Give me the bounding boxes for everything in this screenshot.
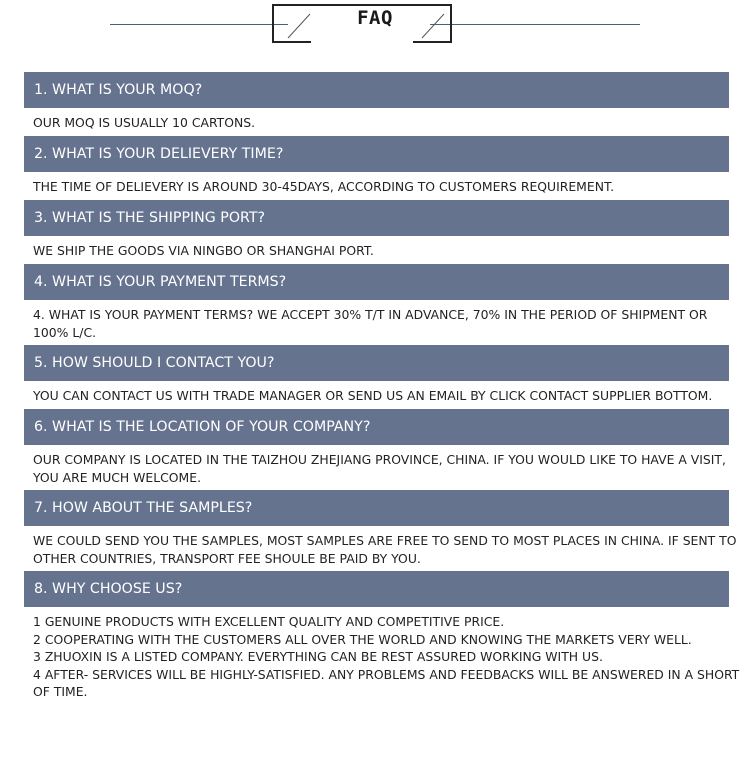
faq-answer-line: 4. WHAT IS YOUR PAYMENT TERMS? WE ACCEPT 30% T/T IN ADVANCE, 70% IN THE PERIOD OF SHIPMENT OR (33, 307, 708, 322)
faq-answer (24, 300, 729, 341)
faq-question: 1. WHAT IS YOUR MOQ? (24, 72, 729, 108)
faq-answer-line: 1 GENUINE PRODUCTS WITH EXCELLENT QUALITY AND COMPETITIVE PRICE. (33, 614, 505, 629)
faq-item (24, 200, 729, 260)
faq-answer (24, 607, 740, 701)
faq-item (24, 571, 740, 701)
faq-answer-line: 2 COOPERATING WITH THE CUSTOMERS ALL OVER THE WORLD AND KNOWING THE MARKETS VERY WELL. (33, 631, 692, 647)
faq-answer (24, 381, 729, 405)
faq-answer (24, 236, 729, 260)
faq-answer (24, 108, 729, 132)
faq-answer-line: YOU ARE MUCH WELCOME. (33, 469, 202, 485)
faq-question: 3. WHAT IS THE SHIPPING PORT? (24, 200, 729, 236)
faq-item (24, 136, 729, 196)
faq-question: 5. HOW SHOULD I CONTACT YOU? (24, 345, 729, 381)
faq-answer-line: OUR COMPANY IS LOCATED IN THE TAIZHOU ZHEJIANG PROVINCE, CHINA. IF YOU WOULD LIKE TO HAVE A VISIT, (33, 452, 726, 467)
page-title: FAQ (357, 7, 393, 29)
faq-answer-line: 3 ZHUOXIN IS A LISTED COMPANY. EVERYTHING CAN BE REST ASSURED WORKING WITH US. (33, 649, 603, 664)
faq-answer-line: WE COULD SEND YOU THE SAMPLES, MOST SAMPLES ARE FREE TO SEND TO MOST PLACES IN CHINA. IF SENT TO (33, 533, 737, 548)
faq-item (24, 72, 729, 132)
faq-answer (24, 526, 737, 567)
faq-answer-line: THE TIME OF DELIEVERY IS AROUND 30-45DAYS, ACCORDING TO CUSTOMERS REQUIREMENT. (33, 179, 615, 194)
faq-answer-line: 100% L/C. (33, 324, 97, 340)
faq-question: 4. WHAT IS YOUR PAYMENT TERMS? (24, 264, 729, 300)
faq-item (24, 345, 729, 405)
faq-answer (24, 172, 729, 196)
faq-question: 7. HOW ABOUT THE SAMPLES? (24, 490, 729, 526)
faq-answer-line: OF TIME. (33, 684, 88, 699)
faq-item (24, 409, 729, 486)
faq-header (0, 0, 750, 50)
faq-list (24, 72, 740, 705)
faq-answer-line: OTHER COUNTRIES, TRANSPORT FEE SHOULE BE PAID BY YOU. (33, 550, 421, 566)
faq-answer-line: WE SHIP THE GOODS VIA NINGBO OR SHANGHAI PORT. (33, 243, 374, 258)
faq-item (24, 490, 737, 567)
faq-answer-line: 4 AFTER- SERVICES WILL BE HIGHLY-SATISFIED. ANY PROBLEMS AND FEEDBACKS WILL BE ANSWERED IN A SHORT (33, 666, 740, 682)
faq-answer-line: YOU CAN CONTACT US WITH TRADE MANAGER OR SEND US AN EMAIL BY CLICK CONTACT SUPPLIER BOTTOM. (33, 388, 713, 403)
faq-item (24, 264, 729, 341)
faq-question: 6. WHAT IS THE LOCATION OF YOUR COMPANY? (24, 409, 729, 445)
faq-answer (24, 445, 729, 486)
faq-question: 2. WHAT IS YOUR DELIEVERY TIME? (24, 136, 729, 172)
faq-question: 8. WHY CHOOSE US? (24, 571, 729, 607)
faq-answer-line: OUR MOQ IS USUALLY 10 CARTONS. (33, 115, 256, 130)
